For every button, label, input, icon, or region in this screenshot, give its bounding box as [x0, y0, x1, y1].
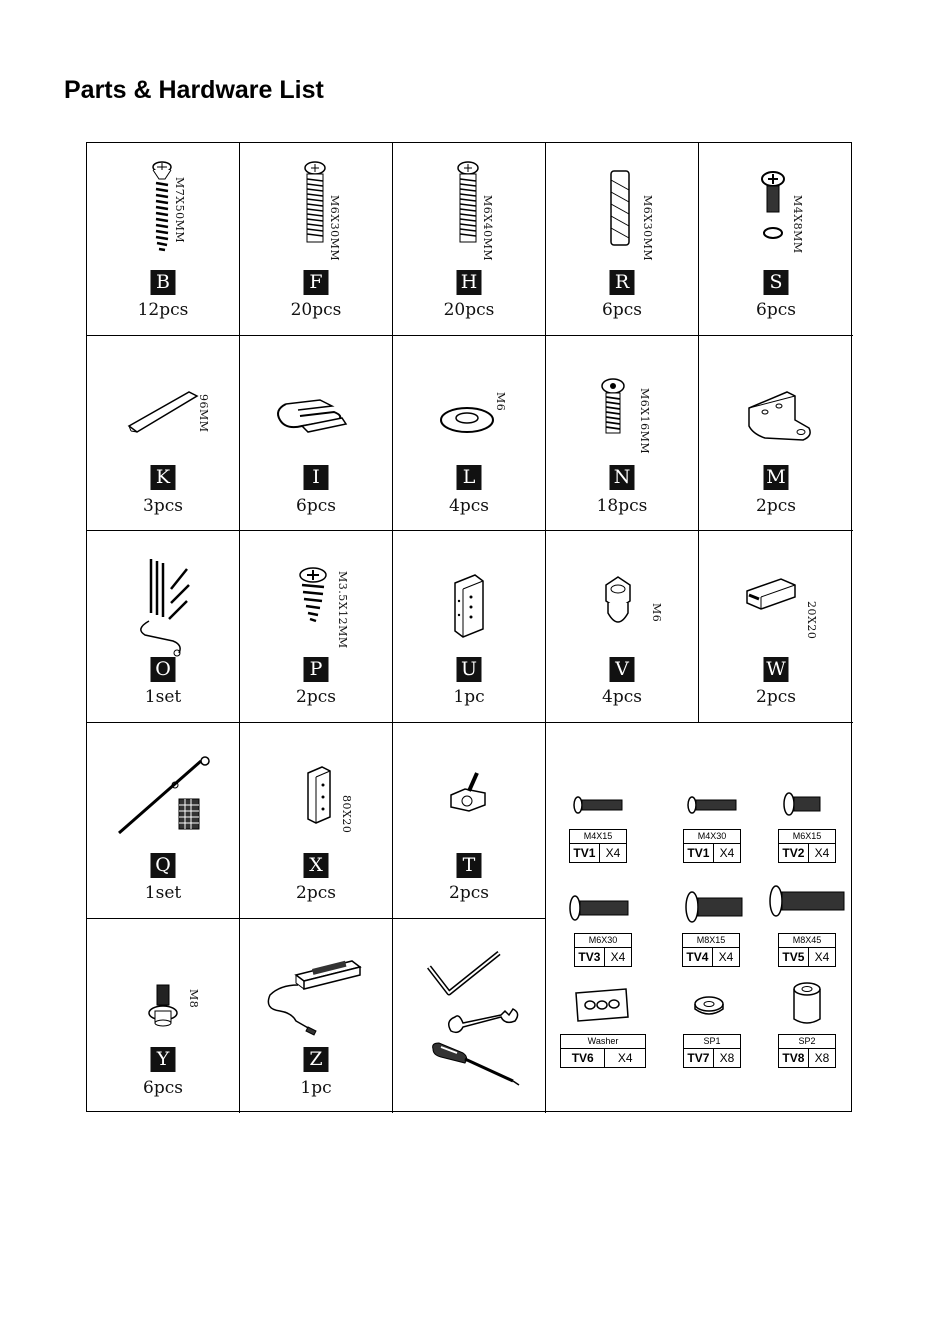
part-cell-s: [699, 143, 853, 336]
tv-label-count: X4: [617, 1051, 633, 1065]
channel-bracket-icon: [449, 567, 489, 639]
tv-label-size: M4X15: [570, 830, 626, 844]
tv-label-count: X4: [814, 950, 830, 964]
part-cell-y: [87, 919, 240, 1113]
tv-label-count: X4: [605, 846, 621, 860]
part-quantity: 4pcs: [449, 496, 489, 516]
tv-bolt-icon: [684, 889, 750, 925]
part-letter: W: [764, 657, 789, 682]
part-cell-b: [87, 143, 240, 336]
part-quantity: 20pcs: [290, 300, 342, 320]
part-letter: F: [304, 270, 329, 295]
part-quantity: 12pcs: [137, 300, 189, 320]
tv-label: [682, 933, 740, 967]
tv-label: [560, 1034, 646, 1068]
part-cell-q: [87, 723, 240, 919]
part-letter: T: [457, 853, 482, 878]
long-channel-icon: [302, 763, 334, 829]
part-letter: U: [457, 657, 482, 682]
part-cell-l: [393, 336, 546, 531]
tv-label-size: M8X15: [683, 934, 739, 948]
tv-label-size: Washer: [561, 1035, 645, 1049]
tv-label: [683, 1034, 741, 1068]
part-quantity: 2pcs: [296, 883, 336, 903]
tv-label: [683, 829, 741, 863]
part-quantity: 3pcs: [143, 496, 183, 516]
tv-label-size: M6X15: [779, 830, 835, 844]
part-letter: R: [610, 270, 635, 295]
part-quantity: 1set: [144, 687, 182, 707]
part-letter: Q: [151, 853, 176, 878]
tv-label-code: TV7: [684, 1049, 714, 1068]
part-letter: N: [610, 465, 635, 490]
part-spec: M3.5X12MM: [336, 571, 349, 649]
bolt-icon: [598, 378, 628, 436]
tv-label-size: SP2: [779, 1035, 835, 1049]
tv-label-size: M6X30: [575, 934, 631, 948]
part-spec: M6: [650, 603, 663, 623]
part-quantity: 6pcs: [143, 1078, 183, 1098]
part-spec: M6X40MM: [481, 195, 494, 262]
part-cell-o: [87, 531, 240, 723]
part-cell-w: [699, 531, 853, 723]
tv-label-code: TV6: [561, 1049, 605, 1068]
cap-nut-icon: [598, 573, 638, 633]
tv-bolt-icon: [568, 893, 634, 923]
part-letter: S: [764, 270, 789, 295]
long-spacer-icon: [790, 981, 824, 1027]
tv-label-code: TV1: [570, 844, 600, 863]
part-spec: M6X16MM: [638, 388, 651, 455]
tv-label-size: M8X45: [779, 934, 835, 948]
tv-label-size: M4X30: [684, 830, 740, 844]
part-quantity: 4pcs: [602, 687, 642, 707]
part-quantity: 18pcs: [596, 496, 648, 516]
part-spec: M6X30MM: [641, 195, 654, 262]
cable-management-kit-icon: [131, 549, 197, 657]
washer-icon: [437, 404, 497, 436]
part-cell-p: [240, 531, 393, 723]
part-letter: B: [151, 270, 176, 295]
part-quantity: 2pcs: [296, 687, 336, 707]
part-quantity: 1set: [144, 883, 182, 903]
parts-table: [86, 142, 852, 1112]
part-letter: P: [304, 657, 329, 682]
part-quantity: 6pcs: [602, 300, 642, 320]
tv-bolt-icon: [768, 883, 848, 919]
tv-label: [778, 933, 836, 967]
bolt-icon: [453, 161, 483, 246]
tv-label-code: TV2: [779, 844, 809, 863]
part-cell-z: [240, 919, 393, 1113]
part-spec: M7X50MM: [173, 177, 186, 244]
part-spec: M6: [494, 392, 507, 412]
tv-label-count: X4: [718, 950, 734, 964]
wooden-strip-icon: [123, 386, 203, 436]
part-cell-v: [546, 531, 699, 723]
tv-label-code: TV1: [684, 844, 714, 863]
part-letter: K: [151, 465, 176, 490]
u-channel-icon: [741, 575, 801, 615]
part-cell-u: [393, 531, 546, 723]
tv-label-count: X8: [719, 1051, 735, 1065]
part-spec: 20X20: [805, 601, 818, 640]
tv-bolt-icon: [782, 791, 826, 817]
part-quantity: 2pcs: [449, 883, 489, 903]
part-cell-n: [546, 336, 699, 531]
tv-label-code: TV5: [779, 948, 809, 967]
tv-label: [574, 933, 632, 967]
dowel-icon: [608, 168, 632, 248]
washer-plate-icon: [572, 985, 632, 1025]
page-title: Parts & Hardware List: [64, 76, 324, 104]
tv-bolt-icon: [572, 795, 628, 815]
tv-label-count: X4: [610, 950, 626, 964]
spacer-icon: [692, 993, 726, 1019]
tv-label: [778, 1034, 836, 1068]
part-spec: 96MM: [197, 394, 210, 433]
part-letter: O: [151, 657, 176, 682]
tv-label: [569, 829, 627, 863]
part-quantity: 2pcs: [756, 687, 796, 707]
tv-label: [778, 829, 836, 863]
part-quantity: 20pcs: [443, 300, 495, 320]
shoulder-bolt-icon: [143, 981, 183, 1031]
screw-with-washer-icon: [757, 171, 789, 243]
part-cell-h: [393, 143, 546, 336]
part-letter: Y: [151, 1047, 176, 1072]
screw-icon: [296, 567, 330, 627]
corner-bracket-icon: [743, 386, 815, 446]
allen-key-icon: [423, 949, 503, 1001]
part-quantity: 6pcs: [296, 496, 336, 516]
part-quantity: 2pcs: [756, 496, 796, 516]
tv-bolt-icon: [686, 795, 742, 815]
bolt-icon: [300, 161, 330, 246]
screwdriver-icon: [427, 1039, 523, 1089]
tv-label-count: X4: [814, 846, 830, 860]
part-letter: L: [457, 465, 482, 490]
tools-cell: [393, 919, 546, 1113]
part-cell-t: [393, 723, 546, 919]
part-letter: V: [610, 657, 635, 682]
part-cell-k: [87, 336, 240, 531]
tv-label-code: TV8: [779, 1049, 809, 1068]
tv-label-code: TV3: [575, 948, 605, 967]
part-quantity: 1pc: [300, 1078, 332, 1098]
tv-hardware-cell: [546, 723, 853, 1113]
led-light-bar-icon: [260, 955, 364, 1039]
tv-label-count: X4: [719, 846, 735, 860]
part-spec: 80X20: [340, 795, 353, 834]
tv-label-code: TV4: [683, 948, 713, 967]
part-cell-x: [240, 723, 393, 919]
tv-label-size: SP1: [684, 1035, 740, 1049]
clip-icon: [272, 396, 354, 436]
part-letter: M: [764, 465, 789, 490]
tv-label-count: X8: [814, 1051, 830, 1065]
part-letter: X: [304, 853, 329, 878]
part-cell-i: [240, 336, 393, 531]
cam-lock-icon: [445, 767, 495, 817]
part-letter: I: [304, 465, 329, 490]
wrench-icon: [443, 1005, 523, 1039]
part-spec: M8: [187, 989, 200, 1009]
part-spec: M4X8MM: [791, 195, 804, 254]
part-quantity: 1pc: [453, 687, 485, 707]
part-cell-f: [240, 143, 393, 336]
part-spec: M6X30MM: [328, 195, 341, 262]
part-letter: H: [457, 270, 482, 295]
safety-strap-kit-icon: [115, 755, 211, 839]
part-letter: Z: [304, 1047, 329, 1072]
part-cell-r: [546, 143, 699, 336]
part-cell-m: [699, 336, 853, 531]
part-quantity: 6pcs: [756, 300, 796, 320]
